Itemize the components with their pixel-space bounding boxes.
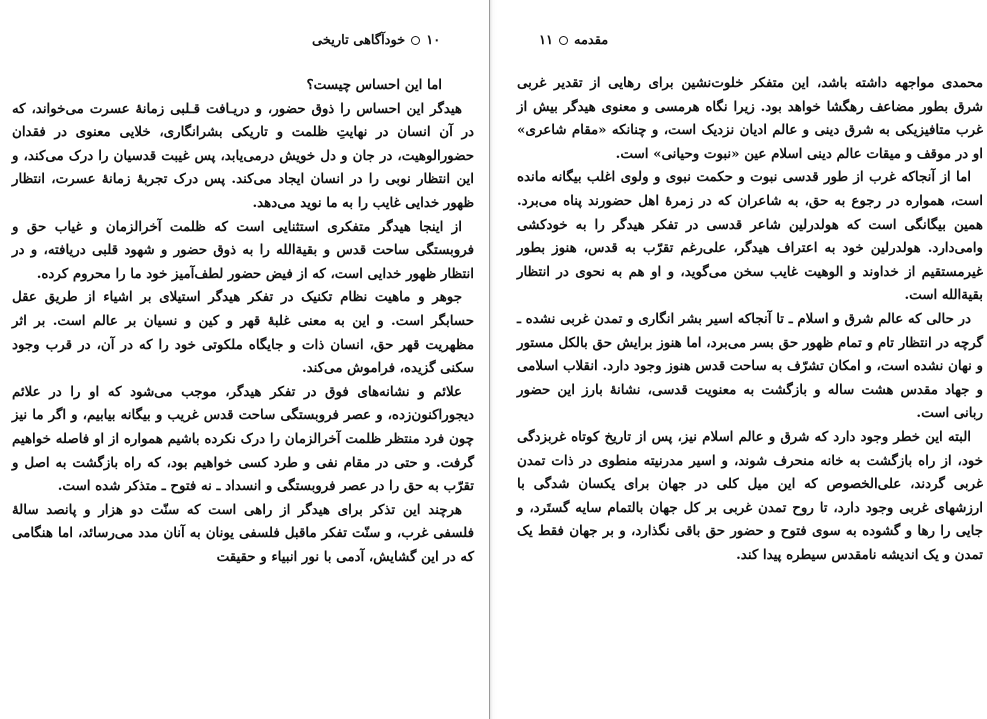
paragraph: هیدگر این احساس را ذوق حضور، و دریـافت قـلبی زمانهٔ عسرت می‌خواند، که در آن انسان در نهایتِ ظلمت و تاریکی بشرانگاری، خلایی معنوی در فقدان حضورالوهیت، در جان و دل خویش درمی‌یابد، پس غیبت قدسیان را درک می‌کند، و این انتظار نوبی را در انسان ایجاد می‌کند. پس درک تجربهٔ زمانهٔ عسرت، انتظار ظهور خدایی غایب را به ما نوید می‌دهد.: [12, 100, 474, 211]
paragraph: محمدی مواجهه داشته باشد، این متفکر خلوت‌نشین برای رهایی از تقدیر غربی شرق بطور مضاعف رهگشا خواهد بود. زیرا نگاه هرمسی و معنوی هیدگر بیش از غرب متافیزیکی به شرق دینی و عالم ادیان نزدیک است، و چنانکه «مقام شاعری» او در موقف و میقات عالم دینی اسلام عین «نبوت وحیانی» است.: [517, 75, 983, 162]
book-gutter-shadow: [489, 0, 497, 719]
paragraph: جوهر و ماهیت نظام تکنیک در تفکر هیدگر استیلای بر اشیاء از طریق عقل حسابگر است. و این به معنی غلبهٔ قهر و کین و نسیان بر عالم است. بر اثر مظهریت قهر حق، انسان ذات و جایگاه ملکوتی خود را که در آن، در قرب وجود سکنی گزیده، فراموش می‌کند.: [12, 289, 474, 377]
circle-ornament-icon: [411, 36, 420, 45]
right-page-body: [517, 72, 983, 567]
circle-ornament-icon: [559, 36, 568, 45]
left-page: [12, 26, 474, 716]
paragraph: علائم و نشانه‌های فوق در تفکر هیدگر، موجب می‌شود که او را در علائم دیجوراکنون‌زده، و عصر فروبستگی ساحت قدس غریب و بیگانه بیابیم، و اگر ما نیز چون فرد منتظر ظلمت آخرالزمان را درک نکرده باشیم همواره از او فاصله خواهیم گرفت. و حتی در مقام نفی و طرد کسی خواهیم بود، که راه بازگشت به اصل و تقرّب به حق را در عصر فروبستگی و انسداد ـ نه فتوح ـ متذکر شده است.: [12, 383, 474, 495]
left-running-head: [312, 26, 440, 54]
left-running-title: خودآگاهی تاریخی: [312, 32, 406, 48]
paragraph: هرچند این تذکر برای هیدگر از راهی است که سنّت دو هزار و پانصد سالهٔ فلسفی غرب، و سنّت تفکر ماقبل فلسفی یونان به آنان مدد می‌رسائد، اما هنگامی که در این گشایش، آدمی با نور انبیاء و حقیقت: [12, 501, 474, 565]
right-running-head: [539, 26, 608, 54]
paragraph: اما از آنجاکه غرب از طور قدسی نبوت و حکمت نبوی و ولوی اغلب بیگانه مانده است، همواره در رجوع به حق، به شاعران که در زمرهٔ اهل حضورند پناه می‌برد. همین بیگانگی است که هولدرلین شاعر قدسی در تفکر هیدگر را به خودکشی وامی‌دارد. هولدرلین خود به اعتراف هیدگر، علی‌رغم تقرّب به قدس، هنوز بطور غیرمستقیم از خداوند و الوهیت غایب سخن می‌گوید، و او هم به نحوی در انتظار بقیةالله است.: [517, 169, 983, 304]
right-page-number: ۱۱: [539, 32, 553, 48]
paragraph: از اینجا هیدگر متفکری استثنایی است که ظلمت آخرالزمان و غیاب حق و فروبستگی ساحت قدس و بقیةالله را به ذوق حضور و شهود قلبی دریافته، و در انتظار ظهور خدایی است، که از فیض حضور لطف‌آمیز خود ما را محروم کرده.: [12, 218, 474, 282]
paragraph: در حالی که عالم شرق و اسلام ـ تا آنجاکه اسیر بشر انگاری و تمدن غربی نشده ـ گرچه در انتظار تام و تمام ظهور حق بسر می‌برد، اما هنوز برایش حق بالکل مستور و نهان نشده است، و امکان تشرّف به ساحت قدس هنوز وجود دارد. انقلاب اسلامی و جهاد مقدس هشت ساله و بازگشت به معنویت قدسی، نشانهٔ بارز این حضور ربانی است.: [517, 310, 983, 422]
paragraph: اما این احساس چیست؟: [306, 77, 442, 93]
left-page-body: [12, 74, 474, 569]
left-page-number: ۱۰: [426, 32, 441, 48]
right-running-title: مقدمه: [573, 32, 609, 48]
right-page: [517, 26, 983, 716]
paragraph: البته این خطر وجود دارد که شرق و عالم اسلام نیز، پس از تاریخ کوتاه غربزدگی خود، از راه بازگشت به خانه منحرف شوند، و اسیر مدرنیته منطوی در ذات تمدن غربی گردند، علی‌الخصوص که این میل کلی در جهان برای یکسان شدگی با ارزشهای غربی وجود دارد، تا روح تمدن غربی بر کل جهان بالتمام سایه گستَرد، و جایی را رها و گشوده به سوی فتوح و حضور حق باقی نگذارد، و بر جهان فقط یک تمدن و یک اندیشه نامقدس سیطره پیدا کند.: [517, 428, 983, 563]
book-spine-line: [489, 0, 490, 719]
